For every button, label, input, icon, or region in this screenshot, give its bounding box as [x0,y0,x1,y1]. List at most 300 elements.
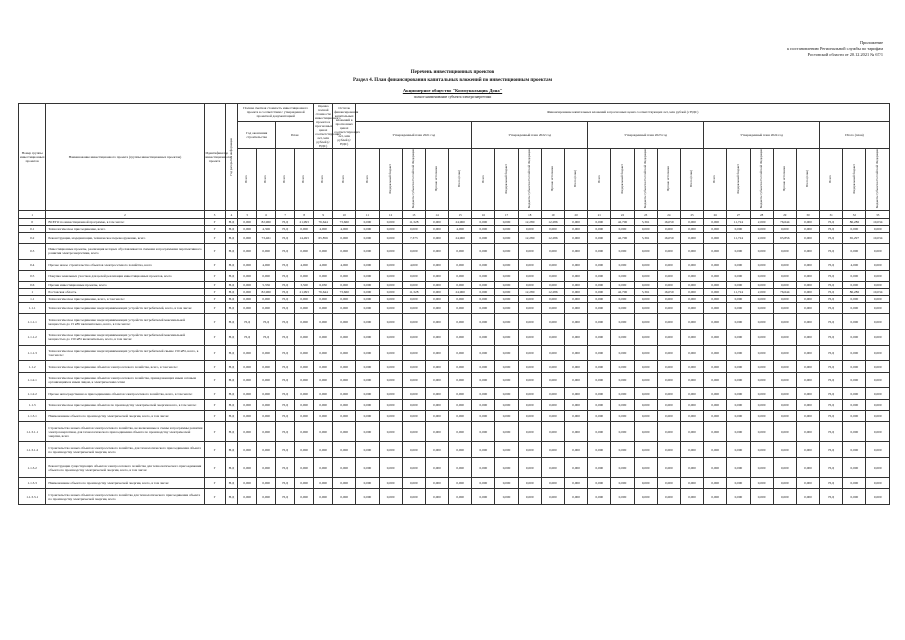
row-value: 0,000 [541,442,564,458]
row-value: 4,306 [257,225,276,232]
row-value: 0,000 [588,410,611,421]
row-value: 0,000 [449,399,472,410]
row-value: 0,000 [843,410,866,421]
row-value: 0,000 [634,388,657,399]
row-name: Реконструкция существующих объектов электросетевого хозяйства для технологического присоединения объекта по производству электрической энергии, всего, в том числе: [46,458,204,478]
row-number: 1.1.3.2 [19,458,46,478]
row-value: 0,000 [379,232,402,243]
row-value: 0,000 [611,422,634,442]
column-number: 24 [657,211,680,219]
row-value: 0,000 [495,478,518,489]
row-value: Н.Д [820,489,843,505]
row-value: 0,000 [611,303,634,314]
row-value: 0,000 [565,296,588,303]
row-value: Н.Д [820,388,843,399]
row-value: 4,000 [314,259,333,270]
header-sub [425,149,448,211]
table-row [19,314,890,330]
row-value: 0,000 [495,282,518,289]
row-value: 0,000 [727,330,750,346]
row-value: 0,000 [727,361,750,372]
company-name: Акционерное общество "Коммунальщик Дона" [402,88,503,93]
row-value: 0,000 [657,410,680,421]
row-value: 0,000 [379,271,402,282]
row-value: 0,000 [796,225,819,232]
row-value: 0,000 [295,244,314,260]
row-value: 0,000 [495,372,518,388]
row-id: Г [204,225,225,232]
row-value: 0,000 [379,372,402,388]
table-row [19,458,890,478]
row-value: 0,000 [379,259,402,270]
row-value: 0,000 [314,244,333,260]
row-value: 0,000 [634,244,657,260]
row-value: 0,000 [773,399,796,410]
row-value: 0,000 [356,372,379,388]
header-year-group: Утвержденный план 2022 год [472,121,588,149]
row-value: 0,000 [518,442,541,458]
row-value: 0,000 [257,244,276,260]
column-number: 30 [796,211,819,219]
row-value: 0,000 [750,244,773,260]
row-name: Технологическое присоединение энергопринимающих устройств потребителей свыше 150 кВт, всего, в том числе: [46,345,204,361]
column-number: 5 [238,211,257,219]
row-value: 0,000 [727,442,750,458]
appendix-line: Ростовской области от 20.12.2021 № 67/1 [807,52,883,57]
row-value: 65,856 [314,232,333,243]
header-text: Всего (план) [573,170,578,188]
header-financing: Финансирование капитальных вложений в прогнозных ценах соответствующих лет, млн рублей (с НДС) [356,104,890,122]
row-value: 0,000 [541,422,564,442]
row-value: Н.Д [276,399,295,410]
row-value: 0,000 [238,388,257,399]
row-value: 0,000 [257,422,276,442]
header-sub [356,149,379,211]
header-sub [402,149,425,211]
row-id: Г [204,303,225,314]
row-value: 0,000 [379,345,402,361]
header-sub [796,149,819,211]
row-number: 1.1.3.3.1 [19,489,46,505]
row-value: 0,000 [425,372,448,388]
row-value: 0,000 [588,345,611,361]
row-value: 0,000 [314,489,333,505]
row-value: 0,000 [333,361,356,372]
row-value: 0,000 [518,259,541,270]
row-number: 1 [19,289,46,296]
row-value: 5,361 [634,289,657,296]
row-value: 0,000 [314,442,333,458]
row-value: 0,000 [750,399,773,410]
column-number: 20 [565,211,588,219]
row-id: Г [204,388,225,399]
row-value: 0,000 [238,489,257,505]
row-value: 0,000 [657,244,680,260]
row-name: Технологическое присоединение энергопринимающих устройств потребителей максимальной мощностью до 150 кВт включительно, всего, в том числе: [46,330,204,346]
row-value: 0,000 [773,271,796,282]
row-value: 0,000 [796,399,819,410]
row-value: 0,000 [356,399,379,410]
row-value: 0,000 [449,244,472,260]
row-value: 0,000 [866,399,890,410]
row-value: 0,000 [333,345,356,361]
row-value: 0,000 [750,345,773,361]
row-value: 0,000 [796,442,819,458]
row-value: 0,000 [472,232,495,243]
header-sub [843,149,866,211]
row-number: 0.3 [19,244,46,260]
row-value: 0,000 [472,410,495,421]
table-row [19,442,890,458]
row-value: 12,286 [541,219,564,226]
row-value: 0,000 [750,330,773,346]
row-value: 0,000 [402,442,425,458]
row-value: 0,000 [238,282,257,289]
row-value: 0,000 [611,330,634,346]
column-number: 12 [379,211,402,219]
row-value: 0,000 [541,372,564,388]
row-value: 0,000 [541,244,564,260]
row-year: Н.Д [225,372,238,388]
row-value: 0,000 [750,314,773,330]
row-value: 0,000 [495,244,518,260]
row-value: 0,000 [634,478,657,489]
row-value: 0,000 [402,458,425,478]
row-value: 0,000 [680,225,703,232]
row-value: 4,000 [402,259,425,270]
row-value: 0,000 [257,303,276,314]
header-sub [295,149,314,211]
row-value: 0,000 [379,458,402,478]
row-value: 0,000 [565,225,588,232]
row-value: 0,000 [295,458,314,478]
row-value: 0,000 [727,399,750,410]
row-value: 0,000 [634,489,657,505]
row-value: 0,000 [295,422,314,442]
row-value: 0,000 [449,345,472,361]
table-row [19,478,890,489]
row-value: 0,000 [588,225,611,232]
row-value: 0,000 [588,282,611,289]
row-value: 0,000 [796,271,819,282]
row-value: 0,000 [541,410,564,421]
row-value: 0,000 [680,388,703,399]
table-row [19,303,890,314]
row-value: 0,000 [634,458,657,478]
row-value: 0,000 [425,219,448,226]
header-sub [820,149,843,211]
row-value: 0,000 [425,289,448,296]
row-value: 42,700 [611,289,634,296]
row-id: Г [204,442,225,458]
appendix-note [683,40,883,58]
row-value: 0,000 [333,489,356,505]
row-value: 76,644 [773,289,796,296]
row-value: 0,000 [379,410,402,421]
table-row [19,259,890,270]
row-value: 0,000 [773,361,796,372]
row-value: 0,000 [565,244,588,260]
row-value: 0,000 [379,388,402,399]
row-name: Прочие инвестиционные проекты, всего [46,282,204,289]
row-number: 0.5 [19,271,46,282]
row-value: 0,000 [472,422,495,442]
row-value: Н.Д [276,361,295,372]
row-value: Н.Д [820,372,843,388]
header-text: Бюджеты субъектов Российской Федерации [642,149,647,209]
row-number: 1.1.3.1.1 [19,422,46,442]
row-value: 0,000 [750,442,773,458]
row-value: 0,000 [773,410,796,421]
row-value: 0,000 [634,314,657,330]
row-value: 0,000 [634,399,657,410]
row-value: 0,000 [541,388,564,399]
header-text: Бюджеты субъектов Российской Федерации [411,149,415,209]
row-value: 0,000 [727,489,750,505]
row-value: 5,361 [634,232,657,243]
row-value: 0,000 [773,314,796,330]
row-value: 0,000 [238,259,257,270]
row-value: 12,280 [518,289,541,296]
row-value: 4,000 [333,259,356,270]
header-sub [565,149,588,211]
row-value: 0,000 [611,372,634,388]
table-row [19,361,890,372]
row-value: 0,000 [796,478,819,489]
row-value: 0,000 [565,388,588,399]
row-value: 0,000 [541,271,564,282]
row-name: Технологическое присоединение объектов электросетевого хозяйства, принадлежащих иным сетевым организациям и иным лицам, к электрическим сетям [46,372,204,388]
row-value: 0,000 [750,361,773,372]
header-sub [727,149,750,211]
header-sub [518,149,541,211]
row-value: 0,000 [565,345,588,361]
row-value: 0,000 [425,388,448,399]
row-value: 0,000 [588,303,611,314]
row-value: 0,000 [295,225,314,232]
row-value: 0,000 [402,410,425,421]
row-value: 0,000 [541,303,564,314]
row-value: 0,000 [565,399,588,410]
row-value: 42,700 [611,232,634,243]
row-number: 1.1.3.3 [19,478,46,489]
row-value: 0,000 [843,282,866,289]
row-value: 0,000 [565,232,588,243]
row-value: 0,000 [333,330,356,346]
row-year: Н.Д [225,399,238,410]
row-value: 0,000 [727,422,750,442]
row-id: Г [204,296,225,303]
row-value: 0,000 [843,388,866,399]
column-number: 23 [634,211,657,219]
column-number: 22 [611,211,634,219]
row-value: 0,000 [402,399,425,410]
row-value: Н.Д [276,289,295,296]
row-value: 5,356 [257,282,276,289]
row-value: Н.Д [820,361,843,372]
row-value: 0,000 [425,259,448,270]
header-sub [750,149,773,211]
row-value: 0,000 [472,361,495,372]
row-value: 0,000 [773,345,796,361]
row-value: 24,960 [449,289,472,296]
column-number: 17 [495,211,518,219]
row-value: 0,000 [333,478,356,489]
header-text: Год раскрытия информации [228,137,233,176]
row-value: 0,000 [796,422,819,442]
table-row [19,388,890,399]
row-value: 0,000 [866,259,890,270]
row-value: Н.Д [820,271,843,282]
column-number: 26 [704,211,727,219]
row-id: Г [204,282,225,289]
row-value: 0,000 [704,478,727,489]
table-row [19,289,890,296]
column-number: 25 [680,211,703,219]
row-value: 0,000 [495,303,518,314]
row-value: 0,000 [704,232,727,243]
row-value: 0,000 [541,259,564,270]
row-value: 0,000 [727,388,750,399]
row-value: 0,000 [750,303,773,314]
row-value: 0,000 [704,314,727,330]
row-id: Г [204,244,225,260]
row-value: 0,000 [425,345,448,361]
row-id: Г [204,259,225,270]
row-value: 0,000 [518,372,541,388]
header-sub [257,149,276,211]
row-value: 0,000 [472,219,495,226]
row-value: 0,000 [472,271,495,282]
row-value: 0,000 [314,314,333,330]
row-value: 0,000 [843,458,866,478]
row-value: 0,000 [704,458,727,478]
row-name: Прочее непосредственно к присоединению объектов электросетевого хозяйства, всего, в том числе: [46,388,204,399]
row-value: 0,000 [565,410,588,421]
row-value: 0,000 [238,219,257,226]
row-number: 0.2 [19,232,46,243]
row-value: 0,000 [704,296,727,303]
header-sub [611,149,634,211]
header-text: Всего (план) [457,170,462,188]
table-row [19,232,890,243]
row-value: 0,000 [773,330,796,346]
header-text: Всего [828,175,833,183]
row-value: 7,373 [402,232,425,243]
row-value: 0,000 [750,410,773,421]
row-value: 0,000 [611,225,634,232]
row-value: 0,000 [704,399,727,410]
row-value: 0,000 [657,282,680,289]
row-value: 0,000 [238,478,257,489]
row-name: Технологическое присоединение объектов электросетевого хозяйства, всего, в том числе: [46,361,204,372]
column-number: 29 [773,211,796,219]
row-value: 0,000 [541,282,564,289]
row-value: 0,000 [257,271,276,282]
row-value: 0,000 [657,372,680,388]
row-value: 0,000 [314,345,333,361]
row-value: 0,000 [704,289,727,296]
row-value: 0,000 [866,271,890,282]
row-value: 0,000 [704,259,727,270]
row-value: 21,993 [295,289,314,296]
row-value: 0,000 [680,330,703,346]
row-value: 0,000 [588,489,611,505]
row-value: 0,000 [750,296,773,303]
header-text: Федеральный бюджет [503,164,508,194]
column-number: 27 [727,211,750,219]
row-value: 0,000 [495,219,518,226]
row-value: 0,000 [257,345,276,361]
row-value: 73,660 [333,289,356,296]
header-text: Бюджеты субъектов Российской Федерации [526,149,531,209]
row-id: Г [204,314,225,330]
row-value: Н.Д [820,330,843,346]
row-value: 86,286 [843,289,866,296]
row-value: 0,000 [295,388,314,399]
row-value: 0,000 [518,361,541,372]
row-value: 0,000 [402,388,425,399]
row-value: 0,000 [588,314,611,330]
row-year: Н.Д [225,478,238,489]
row-value: 0,000 [402,372,425,388]
row-value: 0,000 [472,388,495,399]
row-name: ВСЕГО по инвестиционной программе, в том числе: [46,219,204,226]
row-id: Г [204,219,225,226]
row-year: Н.Д [225,225,238,232]
row-value: 0,000 [333,410,356,421]
row-value: 0,000 [495,271,518,282]
row-value: 0,000 [295,489,314,505]
row-value: 0,000 [704,422,727,442]
row-value: 0,000 [257,478,276,489]
row-value: Н.Д [276,303,295,314]
row-value: 0,000 [634,282,657,289]
row-value: 0,000 [402,314,425,330]
row-value: 0,000 [238,296,257,303]
row-value: 0,000 [472,442,495,458]
row-value: 0,000 [238,244,257,260]
row-value: Н.Д [276,345,295,361]
row-value: 0,000 [518,478,541,489]
row-value: 0,000 [611,410,634,421]
row-value: Н.Д [276,296,295,303]
row-value: 0,000 [843,271,866,282]
row-value: 0,000 [565,259,588,270]
row-value: 0,000 [238,361,257,372]
row-value: 0,000 [518,410,541,421]
row-value: 0,000 [657,399,680,410]
row-value: 0,000 [495,489,518,505]
row-name: Технологическое присоединение энергопринимающих устройств потребителей, всего, в том числе: [46,303,204,314]
row-value: 0,000 [611,489,634,505]
row-value: 0,000 [472,314,495,330]
row-value: 0,000 [402,345,425,361]
row-id: Г [204,361,225,372]
row-value: 11,328 [402,289,425,296]
row-value: 0,000 [518,422,541,442]
row-value: 0,000 [680,422,703,442]
column-number: 11 [356,211,379,219]
row-value: 6,030 [314,282,333,289]
row-value: Н.Д [276,372,295,388]
row-value: 0,000 [727,303,750,314]
row-value: 0,000 [750,478,773,489]
row-value: 0,000 [750,458,773,478]
row-value: 0,000 [866,458,890,478]
row-value: 0,000 [425,296,448,303]
header-num: Номер группы инвестиционных проектов [19,104,46,211]
